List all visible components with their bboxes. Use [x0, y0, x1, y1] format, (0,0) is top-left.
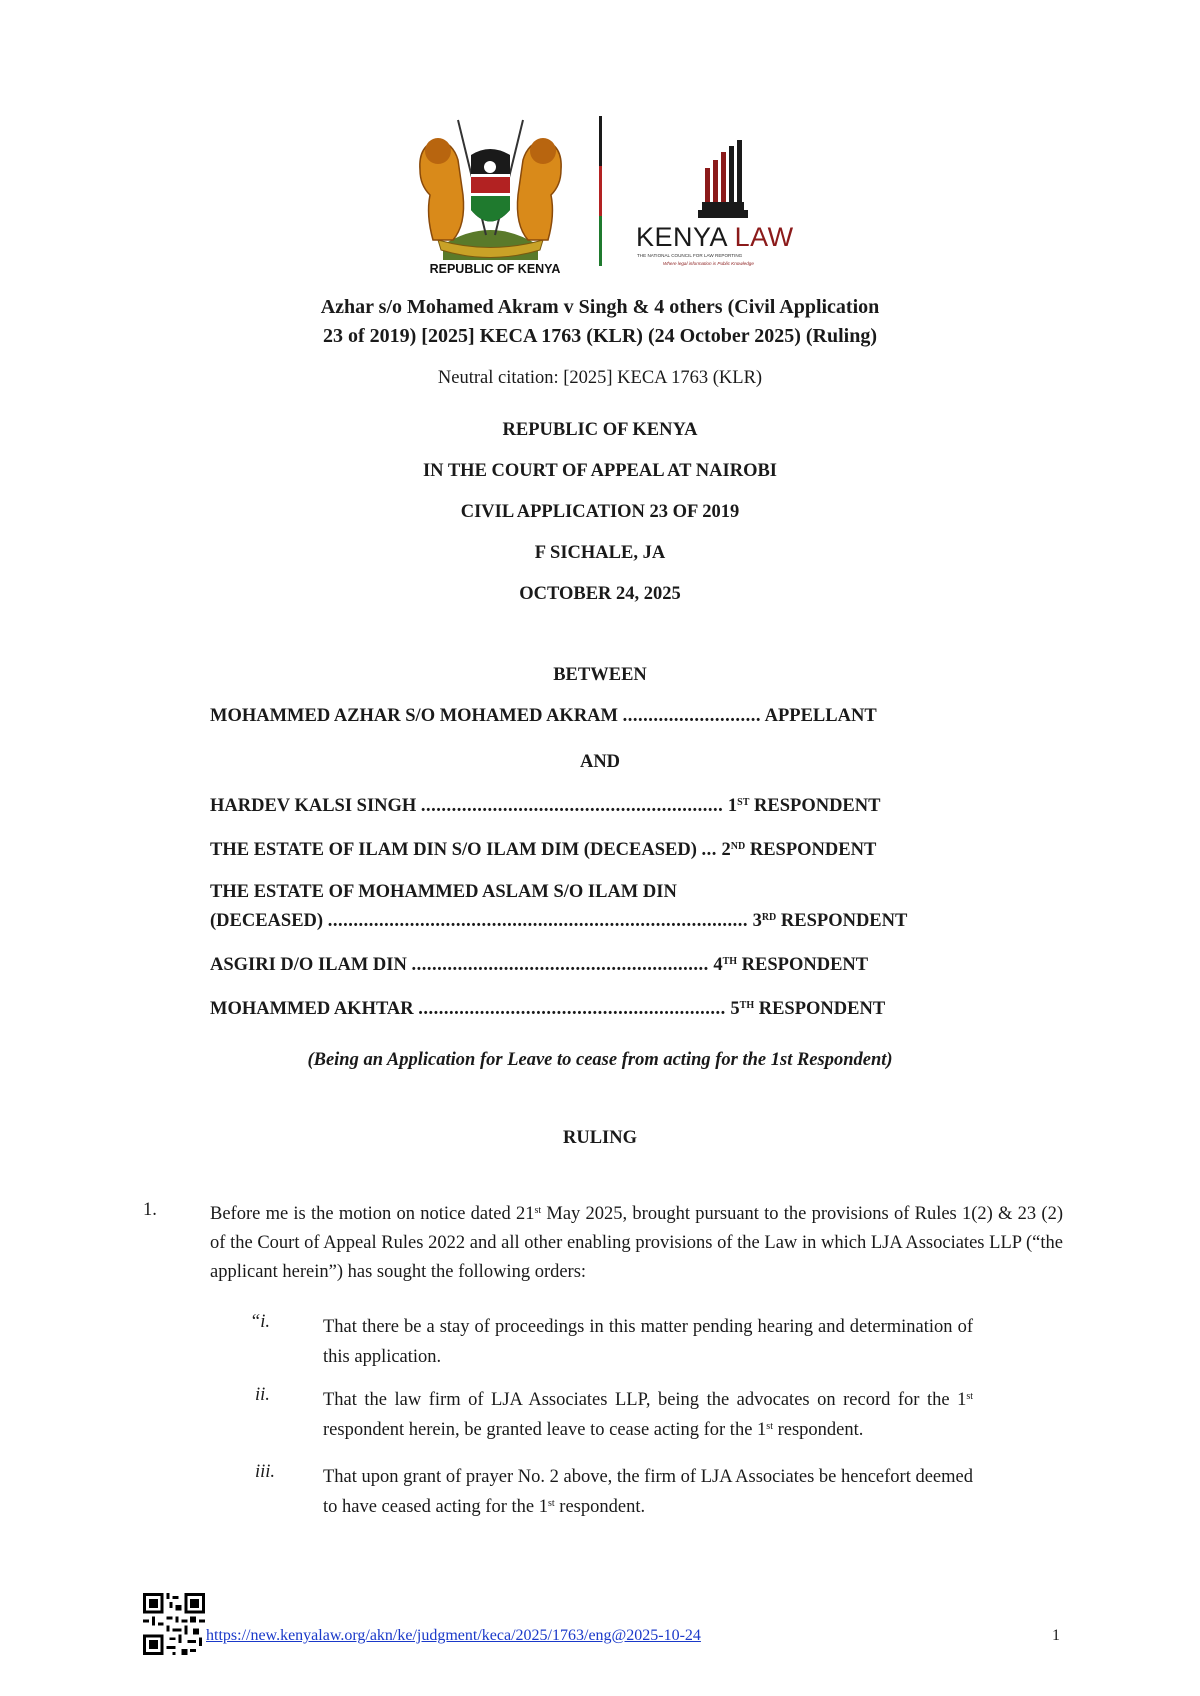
order-3-text: [323, 1462, 973, 1522]
respondent-2-ordinal: 2: [721, 840, 731, 860]
order-2-text: [323, 1385, 973, 1445]
order-3-number: iii.: [255, 1462, 276, 1482]
respondent-1-dots: ...........................................................: [420, 796, 724, 816]
order-2-number: ii.: [255, 1385, 270, 1405]
paragraph-1-sup: st: [534, 1205, 542, 1216]
appellant-line: [210, 706, 1000, 727]
respondent-2-sup: ND: [730, 841, 746, 852]
date-heading: OCTOBER 24, 2025: [519, 584, 681, 604]
ruling-heading: RULING: [562, 1128, 637, 1148]
respondent-3-name-line-1: THE ESTATE OF MOHAMMED ASLAM S/O ILAM DIN: [210, 882, 677, 902]
respondent-5-role: RESPONDENT: [754, 999, 886, 1019]
respondent-3-dots: ..................................................................................: [327, 911, 748, 931]
respondent-4-line: [210, 955, 1000, 976]
kenya-law-wordmark: [636, 222, 794, 253]
title-line-2: 23 of 2019) [2025] KECA 1763 (KLR) (24 October 2025) (Ruling): [322, 325, 878, 347]
coat-of-arms-logo: [408, 115, 573, 265]
order-2-text-c: respondent.: [772, 1420, 864, 1440]
paragraph-1-text-b: May 2025, brought pursuant to the provisions of Rules 1(2) & 23 (2) of the Court of Appeal Rules 2022 and all other enabling provisions of the Law in which LJA Associates LLP (“the applicant herein”) has sought the following orders:: [210, 1204, 1063, 1282]
between-heading: BETWEEN: [553, 665, 647, 685]
coat-of-arms-caption: REPUBLIC OF KENYA: [429, 262, 561, 276]
respondent-1-ordinal: 1: [727, 796, 738, 816]
kenya-law-tagline: Where legal information is Public Knowledge: [663, 261, 754, 266]
order-2-text-b: respondent herein, be granted leave to cease acting for the 1: [323, 1420, 767, 1440]
respondent-1-name: HARDEV KALSI SINGH: [210, 796, 417, 816]
case-heading: CIVIL APPLICATION 23 OF 2019: [460, 502, 740, 522]
order-3-sup-1: st: [547, 1498, 555, 1509]
order-3-text-b: respondent.: [554, 1497, 646, 1517]
kenya-law-pillar-icon: [688, 140, 758, 220]
respondent-4-dots: ..........................................................: [411, 955, 709, 975]
respondent-3-ordinal: 3: [752, 911, 762, 931]
application-note: (Being an Application for Leave to cease from acting for the 1st Respondent): [307, 1050, 893, 1070]
kenya-law-subtitle: THE NATIONAL COUNCIL FOR LAW REPORTING: [637, 253, 743, 258]
order-2-sup-1: st: [966, 1391, 973, 1402]
respondent-4-name: ASGIRI D/O ILAM DIN: [210, 955, 407, 975]
judge-heading: F SICHALE, JA: [534, 543, 666, 563]
respondent-5-ordinal: 5: [730, 999, 740, 1019]
order-2-sup-2: st: [766, 1421, 773, 1432]
page-number: 1: [1052, 1627, 1060, 1644]
court-heading: IN THE COURT OF APPEAL AT NAIROBI: [422, 461, 777, 481]
appellant-leader-dots: ...........................: [622, 706, 762, 726]
qr-code-icon: [143, 1593, 205, 1655]
kenya-law-word-b: LAW: [734, 222, 794, 252]
appellant-name: MOHAMMED AZHAR S/O MOHAMED AKRAM: [210, 706, 619, 726]
respondent-4-role: RESPONDENT: [737, 955, 869, 975]
respondent-5-sup: TH: [739, 1000, 755, 1011]
respondent-5-line: [210, 999, 1000, 1020]
respondent-5-dots: ............................................................: [418, 999, 726, 1019]
respondent-3-line: [210, 911, 1000, 932]
flag-divider-bar: [599, 116, 602, 266]
respondent-1-line: [210, 796, 1000, 817]
order-3-text-a: That upon grant of prayer No. 2 above, the firm of LJA Associates be hencefort deemed to have ceased acting for the 1: [323, 1467, 973, 1517]
respondent-1-sup: ST: [737, 797, 750, 808]
respondent-4-sup: TH: [722, 956, 738, 967]
respondent-3-name: (DECEASED): [210, 911, 324, 931]
neutral-citation: Neutral citation: [2025] KECA 1763 (KLR): [437, 368, 763, 388]
order-1-number: “i.: [250, 1312, 271, 1332]
respondent-2-dots: ...: [701, 840, 717, 860]
paragraph-1-number: 1.: [143, 1200, 157, 1220]
and-heading: AND: [579, 752, 621, 772]
respondent-3-role: RESPONDENT: [776, 911, 908, 931]
respondent-4-ordinal: 4: [713, 955, 723, 975]
order-2-text-a: That the law firm of LJA Associates LLP, being the advocates on record for the 1: [323, 1390, 967, 1410]
respondent-2-role: RESPONDENT: [745, 840, 877, 860]
paragraph-1: [210, 1200, 1063, 1287]
respondent-3-sup: RD: [761, 912, 777, 923]
paragraph-1-text-a: Before me is the motion on notice dated 21: [210, 1204, 535, 1224]
respondent-2-line: [210, 840, 1000, 861]
republic-heading: REPUBLIC OF KENYA: [502, 420, 698, 440]
footer-source-link[interactable]: https://new.kenyalaw.org/akn/ke/judgment/keca/2025/1763/eng@2025-10-24: [206, 1627, 701, 1644]
appellant-role: APPELLANT: [764, 706, 877, 726]
order-1-text: That there be a stay of proceedings in this matter pending hearing and determination of this application.: [323, 1317, 973, 1367]
title-line-1: Azhar s/o Mohamed Akram v Singh & 4 others (Civil Application: [320, 296, 880, 318]
respondent-2-name: THE ESTATE OF ILAM DIN S/O ILAM DIM (DECEASED): [210, 840, 697, 860]
kenya-law-word-a: KENYA: [636, 222, 727, 252]
respondent-1-role: RESPONDENT: [749, 796, 881, 816]
respondent-5-name: MOHAMMED AKHTAR: [210, 999, 414, 1019]
document-title: [230, 293, 970, 351]
